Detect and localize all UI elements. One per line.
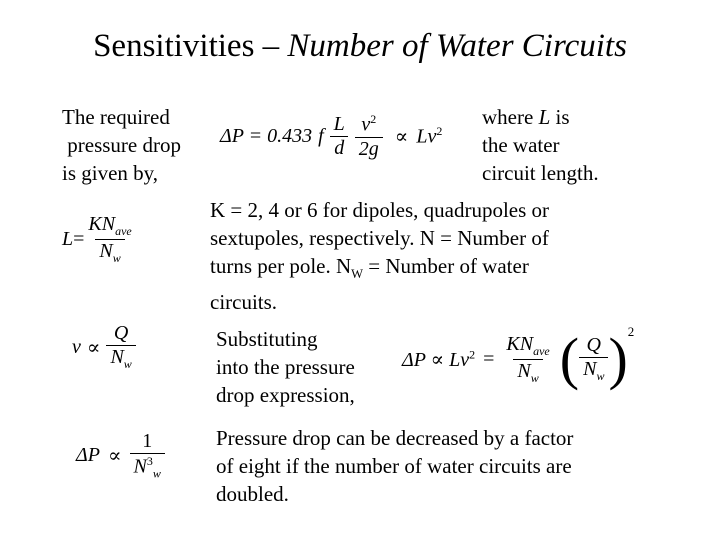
eq-sub-frac2 bbox=[579, 334, 608, 384]
k-line-3-rest: = Number of water bbox=[363, 254, 529, 278]
eq-v-frac bbox=[106, 322, 135, 372]
eq-v-den-sub: w bbox=[123, 357, 132, 371]
substitution-text bbox=[216, 325, 355, 409]
k-description bbox=[210, 196, 549, 316]
slide-title bbox=[0, 28, 720, 65]
k-line-2: sextupoles, respectively. N = Number of bbox=[210, 226, 549, 250]
eq-dp-frac2-sup: 2 bbox=[370, 112, 377, 126]
eq-dp-prop: ∝ bbox=[394, 125, 409, 148]
eq-L-den-sub: w bbox=[112, 251, 121, 265]
eq-v-lhs: v bbox=[72, 335, 81, 358]
intro-text bbox=[62, 103, 181, 187]
pressure-drop-cubic-equation bbox=[76, 430, 165, 482]
right-paren: ) bbox=[608, 326, 628, 391]
conclusion-line-1: Pressure drop can be decreased by a factor bbox=[216, 426, 574, 450]
eq-dp3-lhs: ΔP bbox=[76, 444, 100, 467]
eq-sub-n2-den: N bbox=[583, 358, 597, 380]
eq-L-frac bbox=[84, 213, 135, 266]
where-line1-L: L bbox=[538, 105, 551, 129]
eq-sub-n1-den: N bbox=[517, 359, 531, 382]
subst-line-2: into the pressure bbox=[216, 355, 355, 379]
conclusion-text bbox=[216, 424, 573, 508]
velocity-equation bbox=[72, 322, 136, 372]
eq-L-equals: = bbox=[73, 228, 85, 250]
eq-sub-n1-den-sub: w bbox=[530, 370, 539, 385]
length-equation bbox=[62, 213, 136, 266]
k-line-4: circuits. bbox=[210, 290, 278, 315]
eq-v-den: N bbox=[110, 346, 124, 368]
intro-line-3: is given by, bbox=[62, 161, 159, 185]
eq-dp3-den: N bbox=[133, 455, 147, 478]
eq-sub-pow: 2 bbox=[627, 324, 635, 339]
substituted-equation bbox=[402, 324, 635, 391]
eq-L-num-sub: ave bbox=[115, 224, 132, 238]
eq-dp-frac2-num: v bbox=[361, 113, 371, 136]
where-line-2: the water bbox=[482, 133, 560, 157]
eq-dp-frac-v2-2g bbox=[355, 112, 383, 161]
eq-sub-frac1 bbox=[502, 333, 553, 386]
eq-dp-frac1-num: L bbox=[333, 112, 345, 135]
title-italic: Number of Water Circuits bbox=[287, 28, 627, 64]
eq-sub-n2-den-sub: w bbox=[596, 369, 605, 383]
left-paren: ( bbox=[559, 326, 580, 391]
where-line-3: circuit length. bbox=[482, 161, 599, 185]
eq-dp3-den-sup: 3 bbox=[146, 454, 153, 468]
eq-v-prop: ∝ bbox=[86, 336, 101, 359]
conclusion-line-3: doubled. bbox=[216, 482, 289, 506]
subst-line-1: Substituting bbox=[216, 327, 318, 351]
k-line-3-sub: W bbox=[351, 267, 364, 282]
where-line1-a: where bbox=[482, 105, 539, 129]
eq-sub-n1-num: KN bbox=[506, 332, 534, 355]
eq-dp-f: f bbox=[318, 124, 324, 147]
where-line1-b: is bbox=[550, 105, 570, 129]
where-text bbox=[482, 103, 599, 187]
eq-dp3-frac bbox=[130, 430, 165, 482]
intro-line-1: The required bbox=[62, 105, 170, 129]
eq-dp-frac1-den: d bbox=[330, 136, 348, 160]
eq-L-lhs: L bbox=[62, 228, 74, 250]
eq-dp-frac-l-d bbox=[330, 113, 349, 160]
eq-sub-lhs: ΔP ∝ Lv bbox=[402, 348, 470, 371]
eq-dp-frac2-den: 2g bbox=[355, 137, 383, 161]
eq-dp-rhs: Lv bbox=[416, 125, 437, 148]
eq-sub-n2-num: Q bbox=[586, 334, 601, 356]
eq-v-num: Q bbox=[113, 322, 129, 344]
eq-dp3-num: 1 bbox=[142, 430, 153, 452]
eq-sub-lhs-sup: 2 bbox=[469, 346, 476, 361]
eq-dp-rhs-sup: 2 bbox=[436, 124, 443, 138]
k-line-1: K = 2, 4 or 6 for dipoles, quadrupoles or bbox=[210, 198, 550, 222]
pressure-drop-equation bbox=[220, 112, 442, 161]
eq-L-num: KN bbox=[88, 213, 116, 235]
eq-L-den: N bbox=[99, 240, 113, 262]
eq-sub-equals: = bbox=[483, 347, 495, 370]
eq-dp3-prop: ∝ bbox=[107, 445, 122, 468]
intro-line-2: pressure drop bbox=[62, 133, 181, 157]
k-line-3: turns per pole. N bbox=[210, 254, 352, 278]
title-main: Sensitivities – bbox=[93, 28, 288, 64]
conclusion-line-2: of eight if the number of water circuits are bbox=[216, 454, 572, 478]
eq-dp3-den-sub: w bbox=[152, 466, 161, 481]
eq-dp-lhs: ΔP = 0.433 bbox=[220, 124, 313, 147]
eq-sub-n1-num-sub: ave bbox=[533, 343, 550, 358]
subst-line-3: drop expression, bbox=[216, 383, 355, 407]
